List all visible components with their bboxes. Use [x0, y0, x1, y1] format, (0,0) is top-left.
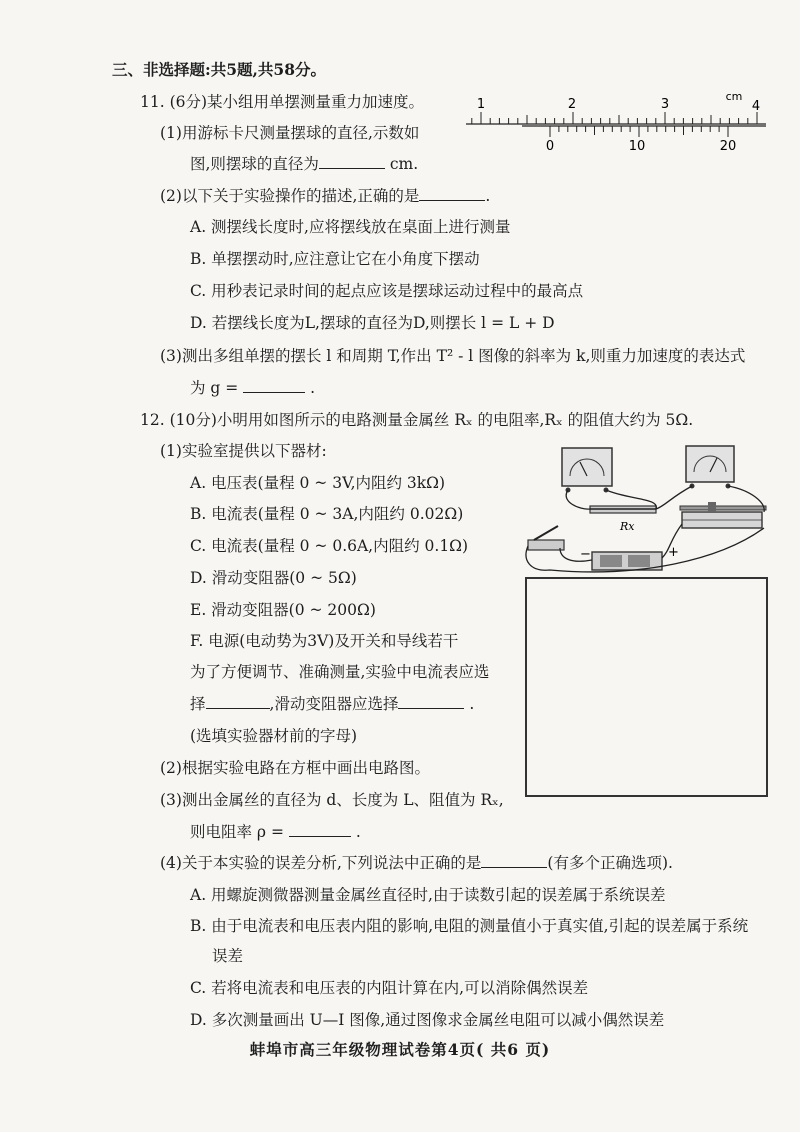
q12-rheostat-answer-blank[interactable] [398, 694, 464, 709]
q12-resistivity-answer-blank[interactable] [289, 822, 351, 837]
caliper-unit-label: cm [725, 90, 743, 103]
q11-option-d: D. 若摆线长度为L,摆球的直径为D,则摆长 l = L + D [190, 314, 555, 332]
q12-part4-answer-blank[interactable] [481, 853, 547, 868]
q12-option-e: E. 滑动变阻器(0 ~ 200Ω) [190, 601, 376, 619]
q12-resistivity-end: . [355, 823, 361, 841]
q12-part4-option-a: A. 用螺旋测微器测量金属丝直径时,由于读数引起的误差属于系统误差 [190, 886, 666, 904]
caliper-main-label-4: 4 [751, 99, 761, 114]
q11-part1-text: 图,则摆球的直径为 [190, 155, 319, 173]
caliper-main-label-3: 3 [660, 97, 670, 112]
caliper-vernier-label-0: 0 [545, 139, 555, 154]
q12-resistivity-text: 则电阻率 ρ = [190, 823, 284, 841]
q12-selection-line2 [190, 694, 474, 714]
rheostat-icon [680, 502, 766, 528]
ammeter-icon [686, 446, 734, 489]
caliper-main-scale [466, 112, 766, 124]
q12-option-a: A. 电压表(量程 0 ~ 3V,内阻约 3kΩ) [190, 474, 446, 492]
caliper-main-label-2: 2 [567, 97, 577, 112]
q11-g-answer-blank[interactable] [243, 378, 305, 393]
q12-part4-note: (有多个正确选项). [547, 854, 673, 872]
metal-wire-rx-icon [590, 506, 656, 513]
q12-ammeter-answer-blank[interactable] [206, 694, 270, 709]
q11-option-b: B. 单摆摆动时,应注意让它在小角度下摆动 [190, 250, 480, 268]
voltmeter-icon [562, 448, 612, 493]
q11-part2-end: . [485, 187, 491, 205]
rx-label: Rx [620, 520, 635, 533]
q12-part4-text: (4)关于本实验的误差分析,下列说法中正确的是 [160, 854, 482, 872]
q11-part3-text: 为 g = [190, 379, 239, 397]
q12-part4-option-d: D. 多次测量画出 U—I 图像,通过图像求金属丝电阻可以减小偶然误差 [190, 1011, 665, 1029]
q12-select-end: . [469, 695, 475, 713]
caliper-vernier-scale [522, 126, 766, 137]
q12-option-f: F. 电源(电动势为3V)及开关和导线若干 [190, 632, 459, 650]
q11-part3-line2 [190, 378, 315, 398]
q12-option-c: C. 电流表(量程 0 ~ 0.6A,内阻约 0.1Ω) [190, 537, 469, 555]
q11-part1-line2 [190, 154, 418, 174]
section-title: 三、非选择题:共5题,共58分。 [112, 60, 326, 79]
q12-selection-line1: 为了方便调节、准确测量,实验中电流表应选 [190, 663, 490, 681]
caliper-vernier-label-20: 20 [719, 139, 737, 154]
q12-part1: (1)实验室提供以下器材: [160, 442, 327, 460]
page-footer: 蚌埠市高三年级物理试卷第4页( 共6 页) [249, 1040, 551, 1059]
q11-part3-line1: (3)测出多组单摆的摆长 l 和周期 T,作出 T² - l 图像的斜率为 k,则重力加速度的表达式 [160, 347, 746, 365]
q12-part4-option-b-cont: 误差 [212, 947, 244, 965]
circuit-diagram-answer-box[interactable] [525, 577, 768, 797]
q12-select-text: 择 [190, 695, 206, 713]
caliper-vernier-label-10: 10 [628, 139, 646, 154]
q11-part2-answer-blank[interactable] [419, 186, 485, 201]
caliper-main-label-1: 1 [476, 97, 486, 112]
q11-part2 [160, 186, 490, 206]
q12-stem: 12. (10分)小明用如图所示的电路测量金属丝 Rₓ 的电阻率,Rₓ 的阻值大约为 5Ω. [140, 411, 694, 429]
q11-part3-end: . [310, 379, 316, 397]
q12-part3-line1: (3)测出金属丝的直径为 d、长度为 L、阻值为 Rₓ, [160, 791, 504, 809]
q12-selection-note: (选填实验器材前的字母) [190, 727, 358, 745]
q11-part2-text: (2)以下关于实验操作的描述,正确的是 [160, 187, 420, 205]
vernier-caliper-figure [462, 86, 772, 156]
q11-stem: 11. (6分)某小组用单摆测量重力加速度。 [140, 93, 425, 111]
q11-unit: cm. [389, 155, 419, 173]
q11-option-c: C. 用秒表记录时间的起点应该是摆球运动过程中的最高点 [190, 282, 584, 300]
q11-part1-line1: (1)用游标卡尺测量摆球的直径,示数如 [160, 124, 420, 142]
q12-select-mid: ,滑动变阻器应选择 [269, 695, 399, 713]
q12-part4 [160, 853, 673, 873]
q12-part4-option-c: C. 若将电流表和电压表的内阻计算在内,可以消除偶然误差 [190, 979, 589, 997]
switch-icon [528, 526, 564, 550]
q12-option-b: B. 电流表(量程 0 ~ 3A,内阻约 0.02Ω) [190, 505, 464, 523]
q11-diameter-answer-blank[interactable] [319, 154, 385, 169]
circuit-apparatus-figure [520, 440, 780, 580]
q12-part3-line2 [190, 822, 361, 842]
q11-option-a: A. 测摆线长度时,应将摆线放在桌面上进行测量 [190, 218, 511, 236]
q12-part2: (2)根据实验电路在方框中画出电路图。 [160, 759, 430, 777]
battery-plus-label: + [668, 545, 679, 560]
q12-option-d: D. 滑动变阻器(0 ~ 5Ω) [190, 569, 357, 587]
q12-part4-option-b: B. 由于电流表和电压表内阻的影响,电阻的测量值小于真实值,引起的误差属于系统 [190, 917, 749, 935]
battery-minus-label: − [580, 547, 591, 562]
